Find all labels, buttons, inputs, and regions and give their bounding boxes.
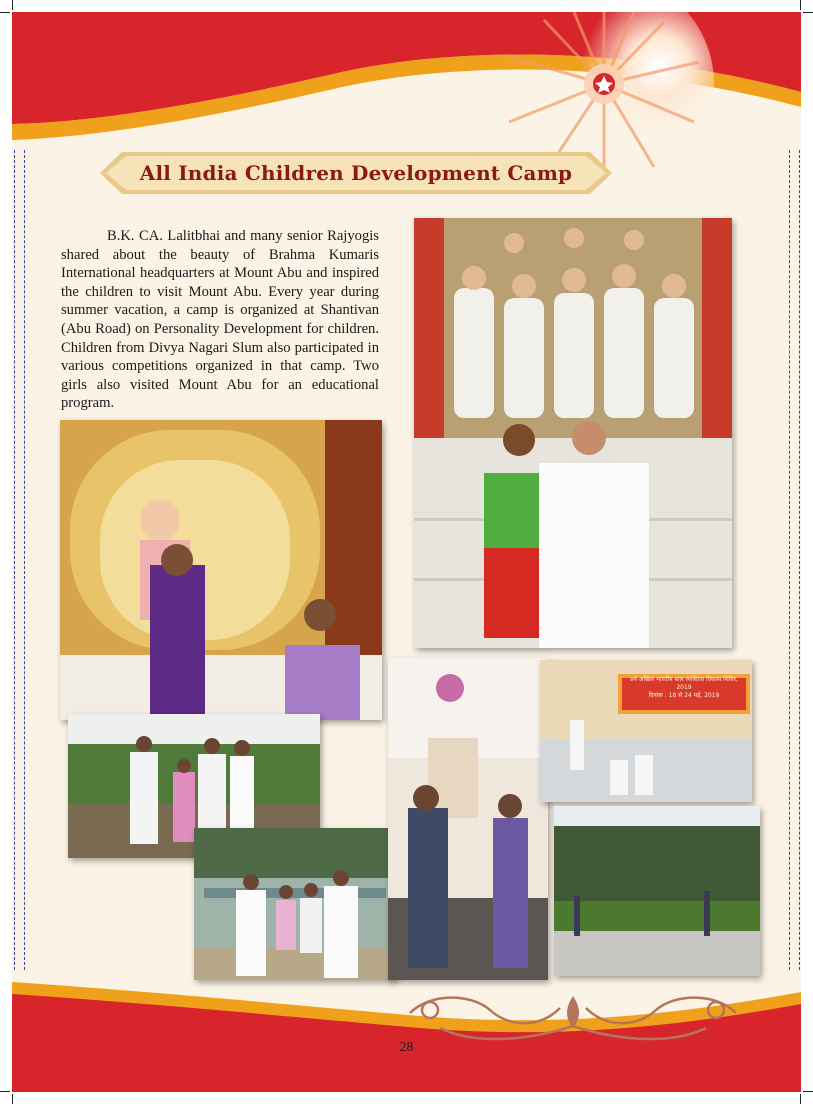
guide-line-right [799, 150, 800, 970]
crop-mark [803, 12, 813, 13]
crop-mark [803, 1091, 813, 1092]
guide-line-left [14, 150, 15, 970]
crop-mark [12, 1094, 13, 1104]
crop-mark [800, 0, 801, 10]
crop-mark [12, 0, 13, 10]
temple-photo [60, 420, 382, 720]
page-title: All India Children Development Camp [139, 161, 573, 185]
guide-line-right [789, 150, 790, 970]
page-number: 28 [399, 1040, 414, 1055]
banner-line-1: ४थे अखिल भारतीय बाल व्यक्तित्व विकास शिविर, 2019 [630, 676, 738, 691]
sunburst-emblem-icon [504, 12, 704, 172]
group-photo-gallery [414, 218, 732, 648]
crop-mark [0, 12, 10, 13]
guide-line-left [24, 150, 25, 970]
crop-mark [0, 1091, 10, 1092]
bench-group-photo [194, 828, 396, 980]
article-paragraph: B.K. CA. Lalitbhai and many senior Rajyogis shared about the beauty of Brahma Kumaris International headquarters at Mount Abu and inspired the children to visit Mount Abu. Every year during summer vacation, a camp is organized at Shantivan (Abu Road) on Personality Development for children. Children from Divya Nagari Slum also participated in various competitions organized in that camp. Two girls also visited Mount Abu for an educational program. [61, 228, 379, 412]
scroll-ornament-icon [400, 988, 746, 1048]
crop-mark [800, 1094, 801, 1104]
camp-banner-text [622, 676, 746, 700]
banner-line-2: दिनांक : 18 से 24 मई, 2019 [648, 692, 720, 699]
park-photo [554, 806, 760, 976]
decor-photo [388, 658, 548, 980]
